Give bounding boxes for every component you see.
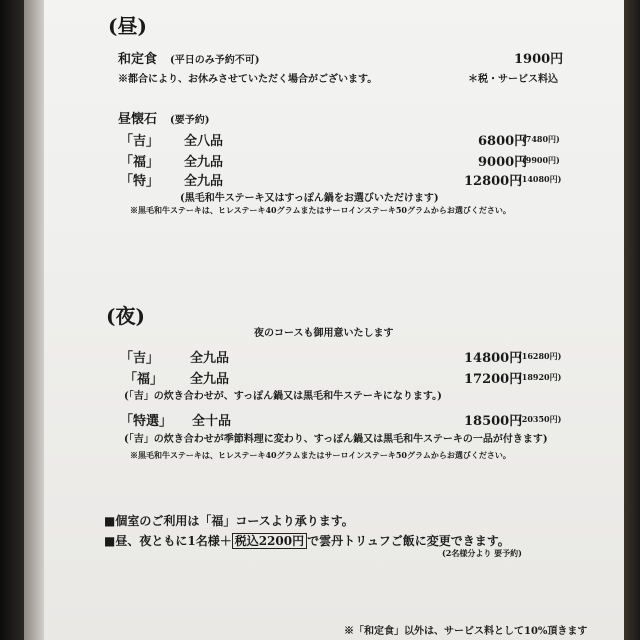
plastic-sleeve-edge bbox=[24, 0, 46, 640]
dinner-course-items: 全九品 bbox=[190, 372, 230, 387]
binder-right-edge bbox=[624, 0, 640, 640]
dinner-course-price-incl: (16280円) bbox=[518, 351, 562, 361]
teishoku-note: (平日のみ予約不可) bbox=[170, 55, 260, 66]
teishoku-price: 1900円 bbox=[514, 52, 564, 67]
kaiseki-course-price-incl: (9900円) bbox=[522, 155, 560, 165]
kaiseki-course-items: 全八品 bbox=[184, 134, 224, 149]
truffle-note-suffix: で雲丹トリュフご飯に変更できます。 bbox=[307, 534, 510, 548]
private-room-note: ■個室のご利用は「福」コースより承ります。 bbox=[104, 514, 354, 528]
kaiseki-course-price: 12800円 bbox=[464, 174, 523, 189]
binder-left-edge bbox=[0, 0, 24, 640]
kaiseki-course-price: 6800円 bbox=[478, 134, 528, 149]
truffle-price-box: 税込2200円 bbox=[232, 533, 307, 549]
kaiseki-name: 昼懐石 bbox=[118, 112, 158, 127]
dinner-heading: (夜) bbox=[106, 304, 145, 328]
dinner-course-label: 「吉」 bbox=[120, 351, 160, 366]
dinner-course-price: 17200円 bbox=[464, 372, 523, 387]
menu-sheet bbox=[44, 0, 624, 640]
dinner-course-price: 18500円 bbox=[464, 414, 523, 429]
kaiseki-course-items: 全九品 bbox=[184, 155, 224, 170]
dinner-course-label: 「福」 bbox=[124, 372, 164, 387]
truffle-sub-note: (2名様分より 要予約) bbox=[442, 548, 522, 558]
kaiseki-course-price-incl: (7480円) bbox=[522, 134, 560, 144]
truffle-note-prefix: ■昼、夜ともに1名様＋ bbox=[104, 534, 232, 548]
dinner-course-price-incl: (20350円) bbox=[518, 414, 562, 424]
dinner-course-label: 「特選」 bbox=[120, 414, 173, 429]
kaiseki-course-label: 「吉」 bbox=[120, 134, 160, 149]
kaiseki-course-items: 全九品 bbox=[184, 174, 224, 189]
kaiseki-steak-note: ※黒毛和牛ステーキは、ヒレステーキ40グラムまたはサーロインステーキ50グラムからお選びください。 bbox=[130, 205, 511, 215]
kaiseki-note: (要予約) bbox=[170, 115, 210, 126]
kaiseki-course-price-incl: (14080円) bbox=[518, 174, 562, 184]
dinner-course-price-incl: (18920円) bbox=[518, 372, 562, 382]
service-charge-note: ※「和定食」以外は、サービス料として10%頂きます bbox=[344, 626, 588, 637]
truffle-rice-note bbox=[104, 532, 510, 549]
kaiseki-course-label: 「福」 bbox=[120, 155, 160, 170]
teishoku-name: 和定食 bbox=[118, 52, 158, 67]
lunch-heading: (昼) bbox=[108, 14, 147, 38]
dinner-steak-note: ※黒毛和牛ステーキは、ヒレステーキ40グラムまたはサーロインステーキ50グラムからお選びください。 bbox=[130, 450, 511, 460]
dinner-course-items: 全十品 bbox=[192, 414, 232, 429]
dinner-intro: 夜のコースも御用意いたします bbox=[254, 328, 394, 339]
kaiseki-course-label: 「特」 bbox=[120, 174, 160, 189]
dinner-fuku-note: (「吉」の炊き合わせが、すっぽん鍋又は黒毛和牛ステーキになります。) bbox=[124, 391, 442, 402]
kaiseki-course-price: 9000円 bbox=[478, 155, 528, 170]
teishoku-tax-note: ＊税・サービス料込 bbox=[468, 74, 558, 85]
kaiseki-choice-note: (黒毛和牛ステーキ又はすっぽん鍋をお選びいただけます) bbox=[180, 193, 439, 204]
dinner-course-items: 全九品 bbox=[190, 351, 230, 366]
dinner-tokusen-note: (「吉」の炊き合わせが季節料理に変わり、すっぽん鍋又は黒毛和牛ステーキの一品が付きます) bbox=[124, 434, 548, 445]
dinner-course-price: 14800円 bbox=[464, 351, 523, 366]
teishoku-notice: ※都合により、お休みさせていただく場合がございます。 bbox=[118, 74, 378, 85]
